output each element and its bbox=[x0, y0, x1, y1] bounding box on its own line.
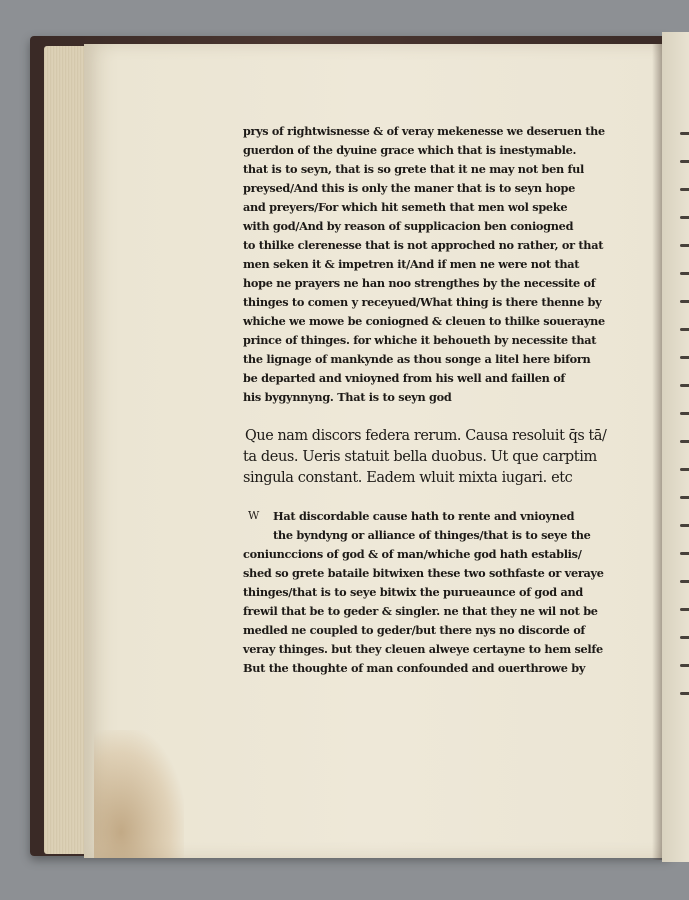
facing-text-fragment bbox=[680, 328, 689, 331]
text-line: prince of thinges. for whiche it behoueth by necessite that bbox=[243, 333, 597, 347]
facing-text-fragment bbox=[680, 216, 689, 219]
facing-text-fragment bbox=[680, 188, 689, 191]
text-line: the lignage of mankynde as thou songe a litel here biforn bbox=[243, 352, 591, 366]
text-line: coniunccions of god & of man/whiche god hath establis/ bbox=[243, 547, 582, 561]
text-line: veray thinges. but they cleuen alweye certayne to hem selfe bbox=[243, 642, 603, 656]
facing-text-fragment bbox=[680, 608, 689, 611]
latin-line: Que nam discors federa rerum. Causa resoluit q̄s tā/ bbox=[244, 428, 607, 444]
facing-text-fragment bbox=[680, 496, 689, 499]
text-line: preysed/And this is only the maner that is to seyn hope bbox=[243, 181, 575, 195]
text-line: with god/And by reason of supplicacion ben coniogned bbox=[243, 219, 574, 233]
text-line: frewil that be to geder & singler. ne that they ne wil not be bbox=[243, 604, 598, 618]
facing-text-fragment bbox=[680, 580, 689, 583]
guide-letter: W bbox=[248, 509, 260, 522]
latin-line: singula constant. Eadem wluit mixta iugari. etc bbox=[243, 470, 573, 486]
latin-verse-block bbox=[243, 426, 605, 489]
facing-text-fragment bbox=[680, 272, 689, 275]
text-line: men seken it & impetren it/And if men ne were not that bbox=[243, 257, 580, 271]
text-line: be departed and vnioyned from his well and faillen of bbox=[243, 371, 565, 385]
facing-text-fragment bbox=[680, 300, 689, 303]
facing-text-fragment bbox=[680, 664, 689, 667]
facing-text-fragment bbox=[680, 132, 689, 135]
text-line: his bygynnyng. That is to seyn god bbox=[243, 390, 452, 404]
text-line: But the thoughte of man confounded and ouerthrowe by bbox=[243, 661, 586, 675]
water-stain bbox=[94, 730, 184, 858]
text-line: guerdon of the dyuine grace which that is inestymable. bbox=[243, 143, 577, 157]
text-line: that is to seyn, that is so grete that it ne may not ben ful bbox=[243, 162, 585, 176]
text-line: medled ne coupled to geder/but there nys no discorde of bbox=[243, 623, 585, 637]
text-line: thinges/that is to seye bitwix the purueaunce of god and bbox=[243, 585, 583, 599]
facing-text-fragment bbox=[680, 384, 689, 387]
text-line: to thilke clerenesse that is not approched no rather, or that bbox=[243, 238, 604, 252]
facing-text-fragment bbox=[680, 468, 689, 471]
facing-text-fragment bbox=[680, 160, 689, 163]
facing-text-fragment bbox=[680, 412, 689, 415]
facing-page-edge bbox=[662, 32, 689, 862]
facing-text-fragment bbox=[680, 356, 689, 359]
text-line: shed so grete bataile bitwixen these two sothfaste or veraye bbox=[243, 566, 604, 580]
facing-text-fragment bbox=[680, 524, 689, 527]
facing-text-fragment bbox=[680, 244, 689, 247]
text-line: Hat discordable cause hath to rente and vnioyned bbox=[273, 509, 575, 523]
facing-text-fragment bbox=[680, 692, 689, 695]
text-line: prys of rightwisnesse & of veray mekenesse we deseruen the bbox=[243, 124, 605, 138]
facing-text-fragment bbox=[680, 636, 689, 639]
text-line: whiche we mowe be coniogned & cleuen to thilke souerayne bbox=[243, 314, 605, 328]
second-paragraph bbox=[243, 507, 605, 678]
text-line: thinges to comen y receyued/What thing is there thenne by bbox=[243, 295, 602, 309]
facing-text-fragment bbox=[680, 440, 689, 443]
latin-line: ta deus. Ueris statuit bella duobus. Ut que carptim bbox=[243, 449, 597, 465]
text-line: and preyers/For which hit semeth that men wol speke bbox=[243, 200, 568, 214]
text-line: hope ne prayers ne han noo strengthes by the necessite of bbox=[243, 276, 596, 290]
main-text-block bbox=[243, 122, 605, 407]
facing-text-fragment bbox=[680, 552, 689, 555]
text-line: the byndyng or alliance of thinges/that is to seye the bbox=[273, 528, 591, 542]
